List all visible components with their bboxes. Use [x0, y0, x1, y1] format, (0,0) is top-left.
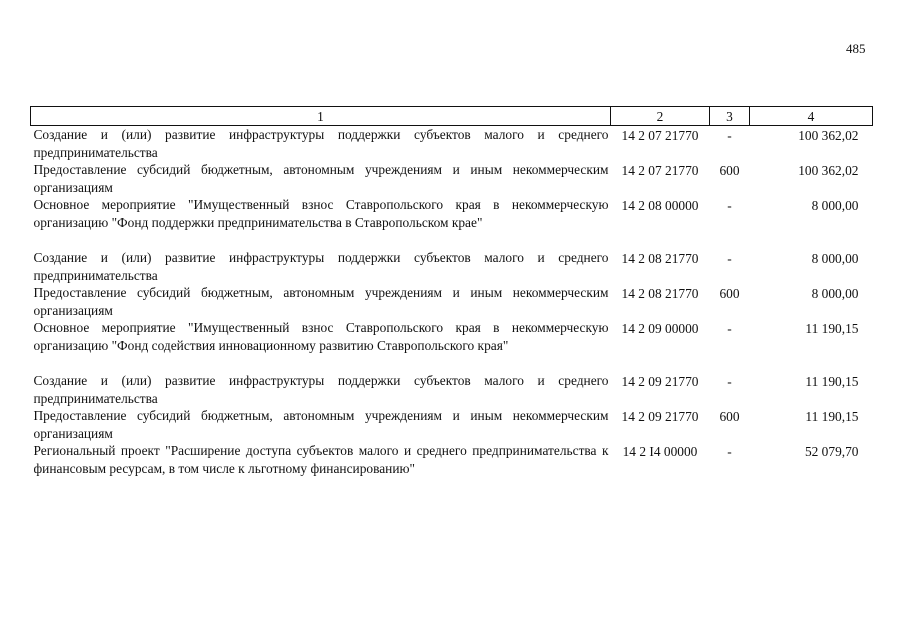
row-name: Создание и (или) развитие инфраструктуры поддержки субъектов малого и среднего предпринимательства: [33, 373, 609, 406]
table-row: [31, 319, 873, 354]
table-row: [31, 161, 873, 196]
row-type: -: [727, 251, 732, 266]
table-row: [31, 407, 873, 442]
row-amount: 100 362,02: [798, 128, 859, 143]
row-code: 14 2 07 21770: [621, 128, 699, 143]
row-name: Создание и (или) развитие инфраструктуры поддержки субъектов малого и среднего предпринимательства: [33, 127, 609, 160]
page-number: 485: [846, 41, 866, 56]
row-amount: 8 000,00: [811, 251, 859, 266]
row-type: -: [727, 444, 732, 459]
header-col-amount: 4: [750, 107, 873, 126]
row-code: 14 2 08 00000: [621, 198, 699, 213]
table-row: [31, 442, 873, 477]
row-type: 600: [719, 286, 740, 301]
table-row: [31, 372, 873, 407]
row-name: Предоставление субсидий бюджетным, автономным учреждениям и иным некоммерческим организациям: [33, 162, 609, 195]
row-type: 600: [719, 409, 740, 424]
row-name: Предоставление субсидий бюджетным, автономным учреждениям и иным некоммерческим организациям: [33, 285, 609, 318]
row-name: Региональный проект "Расширение доступа субъектов малого и среднего предпринимательства к финансовым ресурсам, в том числе к льготному финансированию": [33, 443, 609, 476]
table-row: [31, 126, 873, 162]
row-type: 600: [719, 163, 740, 178]
budget-table: [30, 106, 873, 477]
row-code: 14 2 09 21770: [621, 374, 699, 389]
header-col-type: 3: [710, 107, 750, 126]
row-name: Основное мероприятие "Имущественный взнос Ставропольского края в некоммерческую организацию "Фонд поддержки предпринимательства в Ставропольском крае": [33, 197, 609, 230]
row-type: -: [727, 374, 732, 389]
table-row: [31, 284, 873, 319]
row-code: 14 2 09 00000: [621, 321, 699, 336]
row-code: 14 2 I4 00000: [622, 444, 698, 459]
row-type: -: [727, 198, 732, 213]
table-row: [31, 196, 873, 231]
row-amount: 11 190,15: [805, 409, 859, 424]
header-col-name: 1: [31, 107, 611, 126]
row-code: 14 2 09 21770: [621, 409, 699, 424]
row-type: -: [727, 321, 732, 336]
row-amount: 11 190,15: [805, 321, 859, 336]
header-col-code: 2: [611, 107, 710, 126]
row-amount: 11 190,15: [805, 374, 859, 389]
row-spacer: [31, 231, 873, 249]
row-code: 14 2 08 21770: [621, 251, 699, 266]
row-name: Предоставление субсидий бюджетным, автономным учреждениям и иным некоммерческим организациям: [33, 408, 609, 441]
row-name: Создание и (или) развитие инфраструктуры поддержки субъектов малого и среднего предпринимательства: [33, 250, 609, 283]
row-name: Основное мероприятие "Имущественный взнос Ставропольского края в некоммерческую организацию "Фонд содействия инновационному развитию Ставропольского края": [33, 320, 609, 353]
row-code: 14 2 08 21770: [621, 286, 699, 301]
row-amount: 8 000,00: [811, 286, 859, 301]
row-amount: 8 000,00: [811, 198, 859, 213]
row-code: 14 2 07 21770: [621, 163, 699, 178]
row-amount: 52 079,70: [804, 444, 859, 459]
table-row: [31, 249, 873, 284]
row-type: -: [727, 128, 732, 143]
table-header-row: [31, 107, 873, 126]
row-spacer: [31, 354, 873, 372]
row-amount: 100 362,02: [798, 163, 859, 178]
